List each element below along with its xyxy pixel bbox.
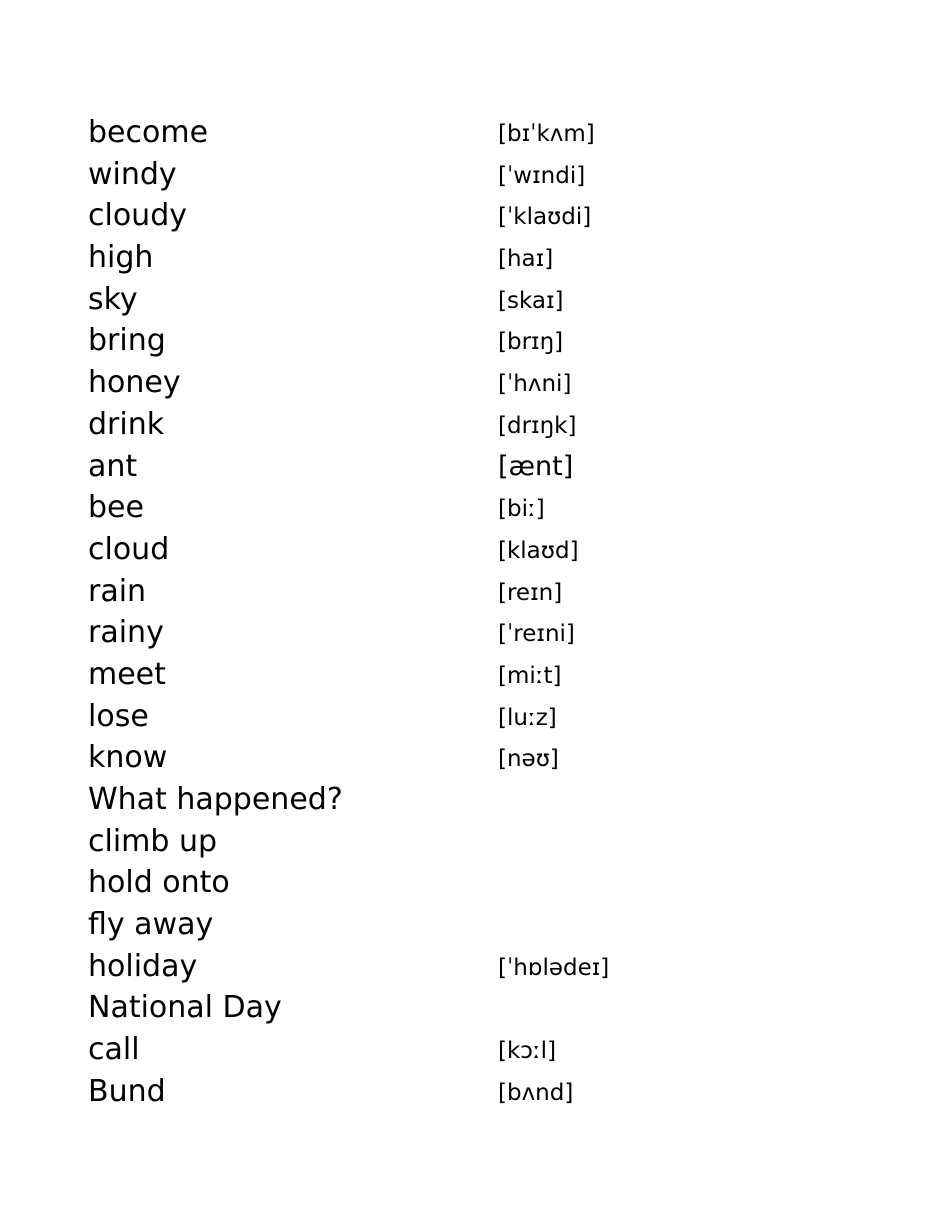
vocab-phonetic: [drɪŋk] (498, 412, 577, 439)
vocab-word: call (88, 1032, 140, 1068)
vocab-row (88, 1029, 868, 1071)
vocab-phonetic: [ˈreɪni] (498, 621, 575, 648)
vocab-phonetic: [ˈklaʊdi] (498, 204, 592, 231)
vocab-word: drink (88, 406, 165, 442)
vocab-word: hold onto (88, 865, 230, 901)
vocab-row (88, 279, 868, 321)
vocab-phonetic: [nəʊ] (498, 746, 559, 773)
vocab-word: climb up (88, 823, 218, 859)
vocab-word: sky (88, 281, 138, 317)
vocab-phonetic: [klaʊd] (498, 537, 579, 564)
vocab-word: holiday (88, 948, 198, 984)
vocab-phonetic: [bɪˈkʌm] (498, 121, 595, 147)
vocab-word: National Day (88, 990, 282, 1026)
vocab-row (88, 362, 868, 404)
vocab-row (88, 237, 868, 279)
vocab-row (88, 446, 868, 488)
vocab-word: What happened? (88, 782, 343, 817)
vocab-row (88, 946, 868, 988)
vocab-word: bee (88, 490, 144, 526)
vocab-word: know (88, 740, 168, 776)
vocab-word: meet (88, 656, 166, 692)
vocab-phonetic: [haɪ] (498, 246, 554, 273)
vocab-row (88, 987, 868, 1029)
vocab-row (88, 654, 868, 696)
vocab-row (88, 529, 868, 571)
vocab-row (88, 862, 868, 904)
vocab-row (88, 571, 868, 613)
vocab-word: honey (88, 365, 181, 401)
vocab-row (88, 821, 868, 863)
vocab-phonetic: [brɪŋ] (498, 329, 564, 356)
vocab-word: fly away (88, 907, 214, 943)
vocab-word: windy (88, 156, 177, 192)
vocab-word: bring (88, 323, 166, 359)
vocab-phonetic: [bʌnd] (498, 1079, 574, 1106)
vocabulary-list (88, 112, 868, 1113)
vocab-row (88, 696, 868, 738)
vocab-row (88, 154, 868, 196)
vocab-word: cloudy (88, 198, 187, 234)
vocab-phonetic: [biː] (498, 496, 545, 523)
vocab-phonetic: [luːz] (498, 704, 557, 731)
vocab-word: become (88, 115, 209, 150)
vocab-phonetic: [ˈhɒlədeɪ] (498, 954, 610, 981)
vocab-row (88, 612, 868, 654)
vocab-word: rainy (88, 615, 164, 651)
vocab-word: cloud (88, 531, 170, 567)
vocab-phonetic: [reɪn] (498, 579, 563, 606)
vocab-phonetic: [skaɪ] (498, 287, 564, 314)
vocab-row (88, 112, 868, 154)
vocab-row (88, 320, 868, 362)
vocab-row (88, 404, 868, 446)
vocab-row (88, 904, 868, 946)
vocab-row (88, 737, 868, 779)
vocab-word: lose (88, 698, 149, 734)
vocab-phonetic: [kɔːl] (498, 1038, 557, 1065)
vocab-row (88, 195, 868, 237)
vocab-phonetic: [ˈwɪndi] (498, 162, 586, 189)
vocab-phonetic: [ˈhʌni] (498, 371, 572, 398)
vocab-word: Bund (88, 1073, 166, 1109)
vocab-word: rain (88, 573, 147, 609)
vocab-phonetic: [miːt] (498, 662, 562, 689)
vocab-row (88, 487, 868, 529)
vocab-word: high (88, 240, 154, 276)
vocab-row (88, 779, 868, 821)
vocab-row (88, 1071, 868, 1113)
vocab-word: ant (88, 448, 138, 484)
vocab-phonetic: [ænt] (498, 450, 574, 482)
